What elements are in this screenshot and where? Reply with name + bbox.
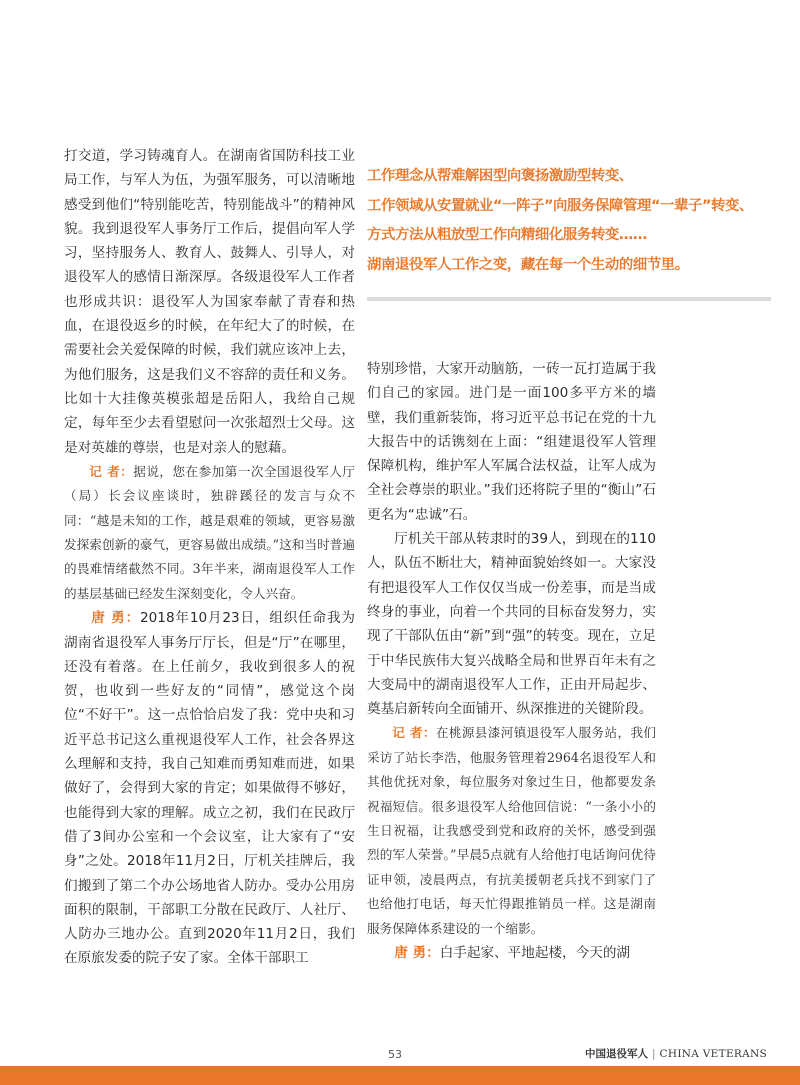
magazine-footer <box>585 1046 767 1061</box>
pull-quote-divider <box>367 297 771 301</box>
interviewee-answer-2 <box>367 941 656 965</box>
reporter-question-1 <box>64 460 355 606</box>
reporter-label: 记 者： <box>89 463 134 479</box>
interviewee-label: 唐 勇： <box>394 945 440 962</box>
pull-quote-line: 工作领域从安置就业“一阵子”向服务保障管理“一辈子”转变、 <box>367 197 753 214</box>
question-text: 在桃源县漆河镇退役军人服务站，我们采访了站长李浩，他服务管理着2964名退役军人和其他优抚对象，每位服务对象过生日，他都要发条祝福短信。很多退役军人给他回信说：“一条小小的生日祝福，让我感受到党和政府的关怀，感受到强烈的军人荣誉。”早晨5点就有人给他打电话询问优待证申领，凌晨两点，有抗美援朝老兵找不到家门了也给他打电话，每天忙得跟推销员一样。这是湖南服务保障体系建设的一个缩影。 <box>367 725 657 936</box>
right-paragraph-2: 厅机关干部从转隶时的39人，到现在的110人，队伍不断壮大，精神面貌始终如一。大家没有把退役军人工作仅仅当成一份差事，而是当成终身的事业，向着一个共同的目标奋发努力，实现了干部队伍由“新”到“强”的转变。现在，立足于中华民族伟大复兴战略全局和世界百年未有之大变局中的湖南退役军人工作，正由开局起步、奠基启新转向全面铺开、纵深推进的关键阶段。 <box>367 531 656 718</box>
page-number: 53 <box>388 1048 402 1061</box>
left-paragraph: 打交道，学习铸魂育人。在湖南省国防科技工业局工作，与军人为伍，为强军服务，可以清晰地感受到他们“特别能吃苦，特别能战斗”的精神风貌。我到退役军人事务厅工作后，提倡向军人学习，坚持服务人、教育人、鼓舞人、引导人，对退役军人的感情日渐深厚。各级退役军人工作者也形成共识：退役军人为国家奉献了青春和热血，在退役返乡的时候，在年纪大了的时候，在需要社会关爱保障的时候，我们就应该冲上去，为他们服务，这是我们义不容辞的责任和义务。比如十大挂像英模张超是岳阳人，我给自己规定，每年至少去看望慰问一次张超烈士父母。这是对英雄的尊崇，也是对亲人的慰藉。 <box>64 148 355 456</box>
bottom-accent-bar <box>0 1066 800 1085</box>
interviewee-label: 唐 勇： <box>91 610 140 627</box>
left-column <box>64 144 355 971</box>
pull-quote-line: 方式方法从粗放型工作向精细化服务转变…… <box>367 227 647 243</box>
interviewee-answer-1 <box>64 606 355 970</box>
reporter-label: 记 者： <box>392 725 436 741</box>
question-text: 据说，您在参加第一次全国退役军人厅（局）长会议座谈时，独辟蹊径的发言与众不同：“越是未知的工作，越是艰难的领域，更容易激发探索创新的豪气，更容易做出成绩。”这和当时普遍的畏难情绪截然不同。3年半来，湖南退役军人工作的基层基础已经发生深刻变化，令人兴奋。 <box>64 463 355 601</box>
answer-text: 白手起家、平地起楼，今天的湖 <box>439 945 631 962</box>
right-paragraph-1: 特别珍惜，大家开动脑筋，一砖一瓦打造属于我们自己的家园。进门是一面100多平方米的墙壁，我们重新装饰，将习近平总书记在党的十九大报告中的话镌刻在上面：“组建退役军人管理保障机构，维护军人军属合法权益，让军人成为全社会尊崇的职业。”我们还将院子里的“衡山”石更名为“忠诚”石。 <box>367 361 656 523</box>
magazine-name-cn: 中国退役军人 <box>585 1048 648 1060</box>
answer-text: 2018年10月23日，组织任命我为湖南省退役军人事务厅厅长，但是“厅”在哪里，还没有着落。在上任前夕，我收到很多人的祝贺，也收到一些好友的“同情”，感觉这个岗位“不好干”。这一点恰恰启发了我：党中央和习近平总书记这么重视退役军人工作，社会各界这么理解和支持，我自己知难而勇知难而进，如果做好了，会得到大家的肯定；如果做得不够好，也能得到大家的理解。成立之初，我们在民政厅借了3间办公室和一个会议室，让大家有了“安身”之处。2018年11月2日，厅机关挂牌后，我们搬到了第二个办公场地省人防办。受办公用房面积的限制，干部职工分散在民政厅、人社厅、人防办三地办公。直到2020年11月2日，我们在原旅发委的院子安了家。全体干部职工 <box>64 610 355 967</box>
reporter-question-2 <box>367 721 656 941</box>
pull-quote <box>367 162 797 280</box>
pull-quote-line: 湖南退役军人工作之变，藏在每一个生动的细节里。 <box>367 256 689 273</box>
pull-quote-line: 工作理念从帮难解困型向褒扬激励型转变、 <box>367 168 633 184</box>
magazine-name-en: CHINA VETERANS <box>659 1048 767 1060</box>
footer-separator: | <box>652 1048 656 1060</box>
right-column <box>367 357 656 965</box>
